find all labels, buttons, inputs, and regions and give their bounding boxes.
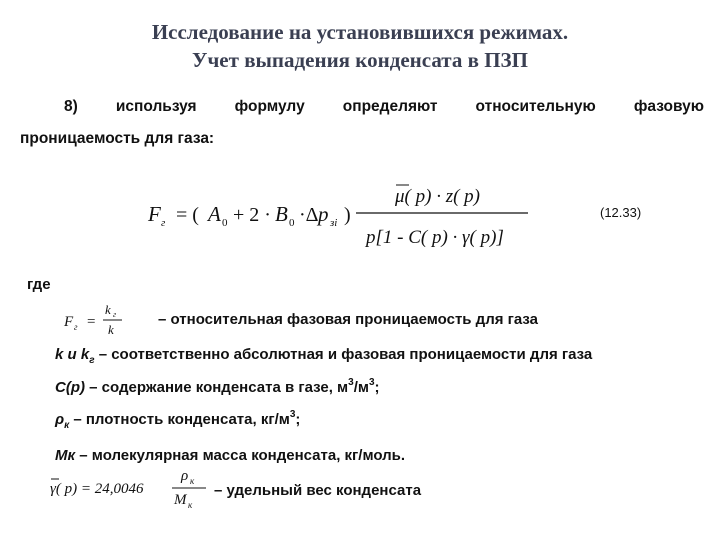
fg-lhs: F <box>64 314 74 330</box>
formula-plus-two: + 2 · <box>233 204 271 226</box>
gamma-num-sub: к <box>190 476 195 486</box>
page-title-line-1: Исследование на установившихся режимах. <box>151 20 569 44</box>
gamma-den-sub: к <box>188 500 193 510</box>
gamma-lhs: γ( p) = 24,0046 <box>50 481 144 497</box>
k-definition <box>55 346 593 366</box>
formula-a-sub: 0 <box>222 217 228 229</box>
formula-p-sub: зi <box>330 217 338 229</box>
fg-lhs-sub: г <box>74 322 78 332</box>
c-unit-exp-1: 3 <box>348 377 354 388</box>
intro-line-1: 8) используя формулу определяют относительную фазовую <box>64 98 704 115</box>
formula-b: B <box>275 202 288 226</box>
where-label: где <box>27 276 51 293</box>
formula-denominator: p[1 - C( p) · γ( p)] <box>366 227 504 248</box>
formula-open: = ( <box>176 204 199 226</box>
c-definition <box>55 379 380 396</box>
c-symbol: C(p) <box>55 379 85 396</box>
rho-description: – плотность конденсата, кг/м <box>73 411 290 428</box>
gamma-formula <box>48 466 218 510</box>
fg-description: – относительная фазовая проницаемость для газа <box>158 311 539 328</box>
rho-definition <box>55 409 301 431</box>
c-description: – содержание конденсата в газе, м <box>89 379 349 396</box>
equation-number: (12.33) <box>600 205 642 220</box>
mk-description: – молекулярная масса конденсата, кг/моль. <box>79 447 406 464</box>
gamma-description: – удельный вес конденсата <box>214 482 422 499</box>
formula-a: A <box>208 202 221 226</box>
intro-line-2: проницаемость для газа: <box>20 130 215 147</box>
rho-end: ; <box>295 411 301 428</box>
mk-definition <box>55 447 405 464</box>
formula-dot-delta: ·Δ <box>299 204 319 226</box>
fg-eq: = <box>87 314 96 330</box>
fg-definition-formula <box>60 300 140 340</box>
c-unit-exp-2: 3 <box>368 377 375 388</box>
gamma-den: M <box>174 492 187 508</box>
formula-b-sub: 0 <box>289 217 295 229</box>
fg-num-sub: г <box>113 310 117 319</box>
k-symbols-sub: г <box>89 355 95 366</box>
page-title-line-2: Учет выпадения конденсата в ПЗП <box>192 48 528 72</box>
formula-p: p <box>318 202 329 226</box>
fg-den: k <box>108 322 114 337</box>
c-end: ; <box>374 379 380 396</box>
rho-symbol-sub: к <box>64 420 70 431</box>
k-symbols: k и k <box>55 346 90 363</box>
mk-symbol: Мк <box>55 447 76 464</box>
fg-num: k <box>105 302 111 317</box>
formula-close: ) <box>344 204 351 226</box>
c-unit-tail: /м <box>353 379 369 396</box>
k-description: – соответственно абсолютная и фазовая проницаемости для газа <box>98 346 593 363</box>
formula-lhs-sub: г <box>161 217 166 229</box>
formula-lhs: F <box>148 202 161 226</box>
formula-numerator: μ( p) · z( p) <box>395 186 480 207</box>
rho-unit-exp: 3 <box>289 409 296 420</box>
rho-symbol: ρ <box>55 411 65 428</box>
gamma-num: ρ <box>181 468 189 484</box>
